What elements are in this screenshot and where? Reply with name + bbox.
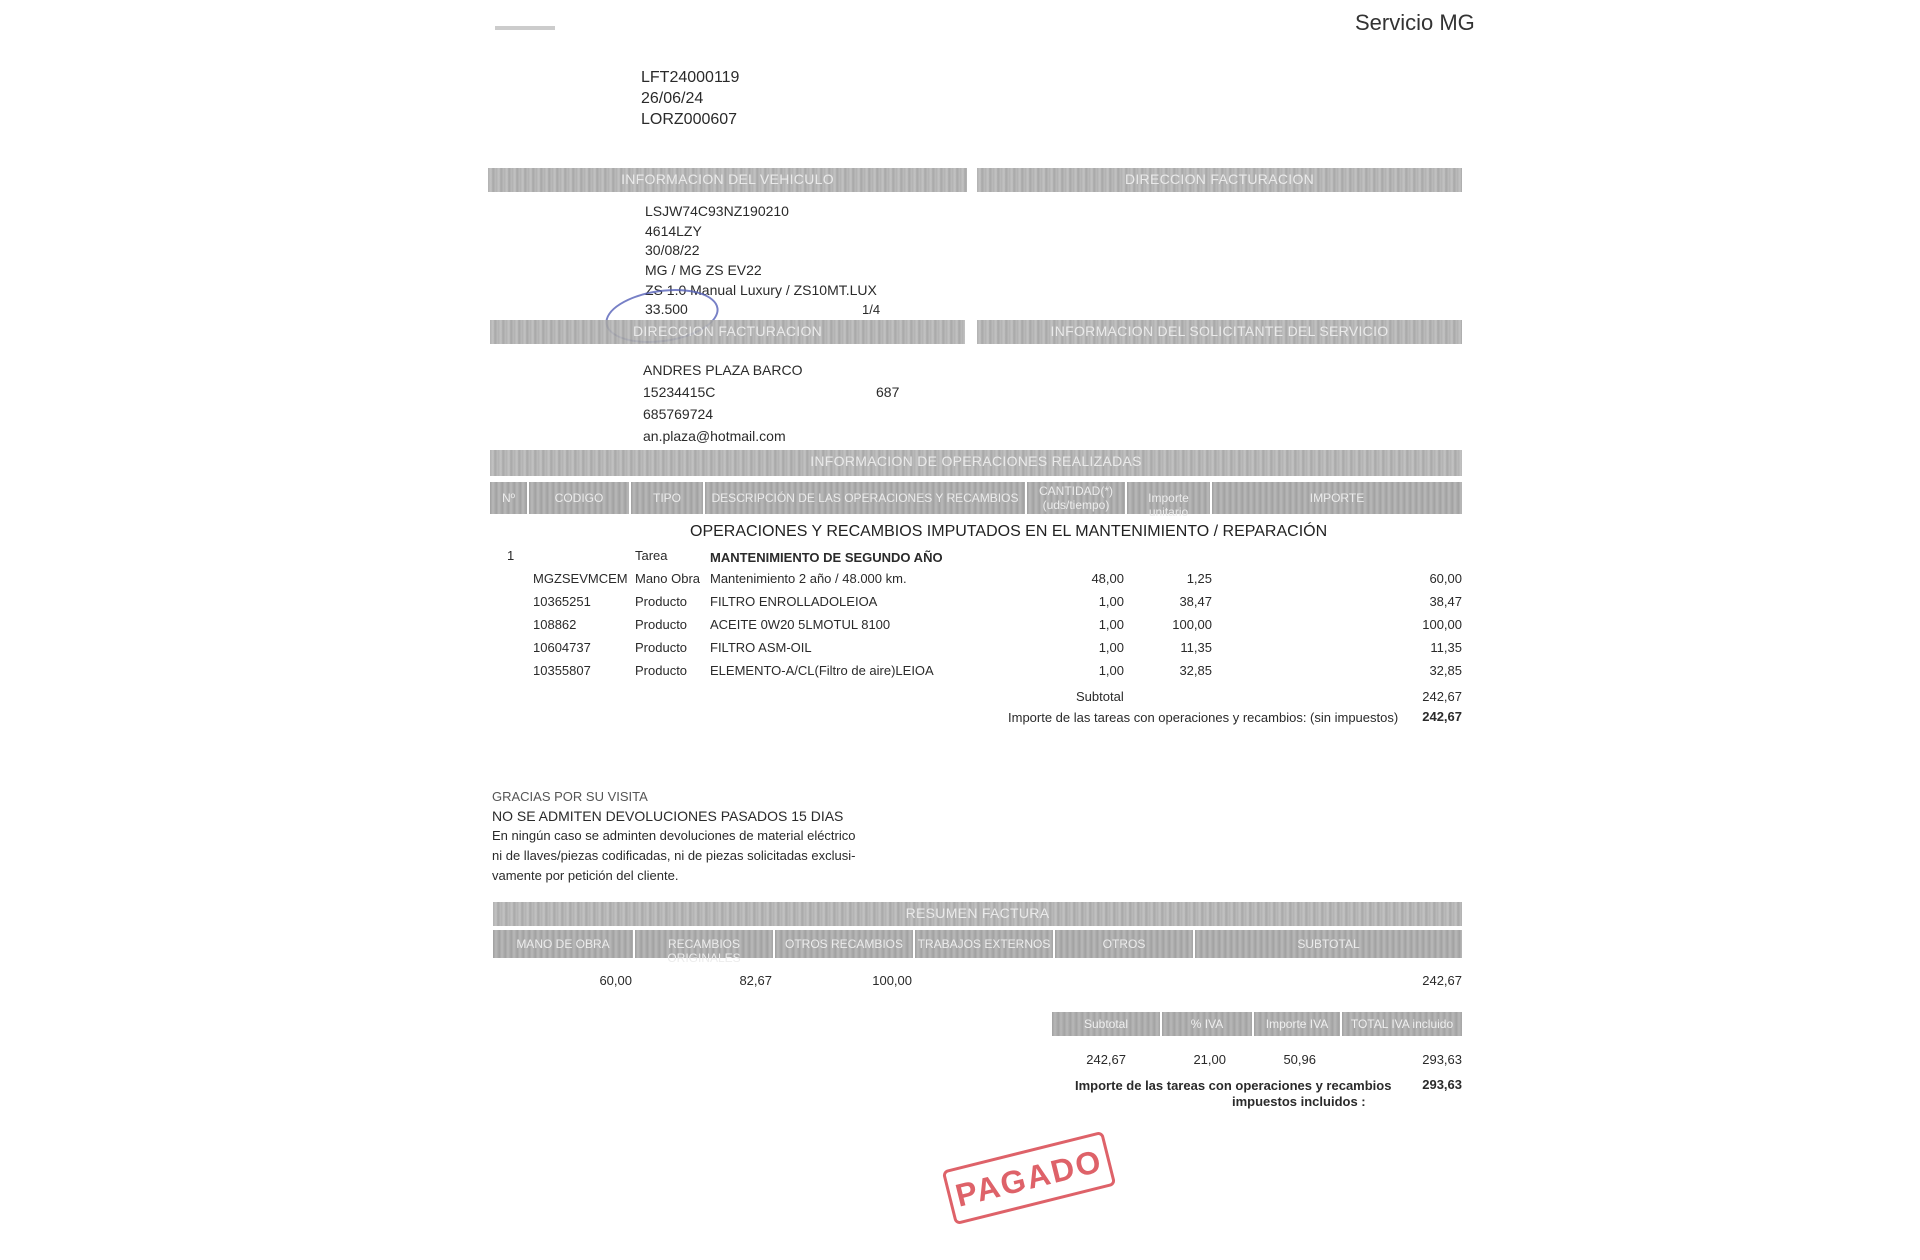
row-qty: 48,00 bbox=[1091, 571, 1124, 586]
col-header-amount: IMPORTE bbox=[1212, 482, 1464, 514]
scan-mark bbox=[495, 26, 555, 30]
band-operations-info-label: INFORMACION DE OPERACIONES REALIZADAS bbox=[810, 453, 1142, 469]
task-type: Tarea bbox=[635, 548, 668, 563]
summary-header-original-parts: RECAMBIOS ORIGINALES bbox=[635, 930, 775, 958]
row-code: 10365251 bbox=[533, 594, 591, 609]
band-billing-direction bbox=[490, 320, 965, 344]
row-amount: 38,47 bbox=[1429, 594, 1462, 609]
tax-header-subtotal: Subtotal bbox=[1052, 1012, 1162, 1036]
row-unit: 1,25 bbox=[1186, 571, 1212, 586]
summary-subtotal: 242,67 bbox=[1422, 973, 1462, 988]
invoice-date: 26/06/24 bbox=[641, 90, 704, 107]
row-code: 10355807 bbox=[533, 663, 591, 678]
row-desc: Mantenimiento 2 año / 48.000 km. bbox=[710, 571, 907, 586]
operations-section-title: OPERACIONES Y RECAMBIOS IMPUTADOS EN EL MANTENIMIENTO / REPARACIÓN bbox=[690, 523, 1328, 540]
band-billing-direction-label: DIRECCION FACTURACION bbox=[632, 323, 823, 339]
invoice-ref: LORZ000607 bbox=[641, 111, 738, 128]
customer-code: 687 bbox=[876, 384, 900, 400]
row-amount: 100,00 bbox=[1422, 617, 1462, 632]
row-desc: FILTRO ENROLLADOLEIOA bbox=[710, 594, 878, 609]
tax-iva-amount: 50,96 bbox=[1283, 1052, 1316, 1067]
vehicle-reg-date: 30/08/22 bbox=[645, 242, 700, 258]
task-num: 1 bbox=[507, 548, 515, 563]
tax-header-iva-amount: Importe IVA bbox=[1254, 1012, 1342, 1036]
vehicle-vin: LSJW74C93NZ190210 bbox=[645, 203, 789, 219]
tax-iva-pct: 21,00 bbox=[1193, 1052, 1226, 1067]
returns-note-line2: En ningún caso se adminten devoluciones de material eléctrico bbox=[492, 828, 856, 843]
row-code: 10604737 bbox=[533, 640, 591, 655]
summary-header-other-parts: OTROS RECAMBIOS bbox=[775, 930, 915, 958]
row-desc: FILTRO ASM-OIL bbox=[710, 640, 812, 655]
row-code: 108862 bbox=[533, 617, 577, 632]
col-header-unit: Importe unitario bbox=[1127, 482, 1212, 514]
returns-note: NO SE ADMITEN DEVOLUCIONES PASADOS 15 DIAS bbox=[492, 808, 844, 824]
subtotal-value: 242,67 bbox=[1422, 689, 1462, 704]
returns-note-line3: ni de llaves/piezas codificadas, ni de piezas solicitadas exclusi- bbox=[492, 848, 856, 863]
band-requester-info-label: INFORMACION DEL SOLICITANTE DEL SERVICIO bbox=[1050, 323, 1389, 339]
tax-header-total: TOTAL IVA incluido bbox=[1342, 1012, 1464, 1036]
col-header-desc: DESCRIPCIÓN DE LAS OPERACIONES Y RECAMBIOS bbox=[705, 482, 1027, 514]
row-qty: 1,00 bbox=[1098, 594, 1124, 609]
page-indicator: 1/4 bbox=[862, 302, 881, 317]
tax-total: 293,63 bbox=[1422, 1052, 1462, 1067]
row-type: Producto bbox=[635, 617, 688, 632]
vehicle-plate: 4614LZY bbox=[645, 223, 702, 239]
row-unit: 100,00 bbox=[1172, 617, 1212, 632]
row-qty: 1,00 bbox=[1098, 617, 1124, 632]
row-desc: ELEMENTO-A/CL(Filtro de aire)LEIOA bbox=[710, 663, 934, 678]
col-header-type: TIPO bbox=[631, 482, 705, 514]
band-requester-info bbox=[977, 320, 1462, 344]
row-unit: 32,85 bbox=[1179, 663, 1212, 678]
band-vehicle-info bbox=[488, 168, 967, 192]
band-invoice-summary-label: RESUMEN FACTURA bbox=[905, 905, 1050, 921]
summary-original-parts: 82,67 bbox=[739, 973, 772, 988]
invoice-number: LFT24000119 bbox=[641, 69, 740, 86]
summary-header-labor: MANO DE OBRA bbox=[493, 930, 635, 958]
customer-email: an.plaza@hotmail.com bbox=[643, 428, 786, 444]
final-total-label: Importe de las tareas con operaciones y recambios bbox=[1075, 1078, 1392, 1093]
tax-header-iva-pct: % IVA bbox=[1162, 1012, 1254, 1036]
col-header-code: CODIGO bbox=[529, 482, 631, 514]
brand-title: Servicio MG bbox=[1355, 10, 1475, 35]
row-qty: 1,00 bbox=[1098, 640, 1124, 655]
band-vehicle-info-label: INFORMACION DEL VEHICULO bbox=[621, 171, 834, 187]
row-amount: 32,85 bbox=[1429, 663, 1462, 678]
vehicle-km: 33.500 bbox=[645, 301, 688, 317]
customer-name: ANDRES PLAZA BARCO bbox=[643, 362, 803, 378]
col-header-qty: CANTIDAD(*) (uds/tiempo) bbox=[1027, 482, 1127, 514]
band-billing-address bbox=[977, 168, 1462, 192]
tax-subtotal: 242,67 bbox=[1086, 1052, 1126, 1067]
customer-phone: 685769724 bbox=[643, 406, 714, 422]
row-unit: 38,47 bbox=[1179, 594, 1212, 609]
band-invoice-summary bbox=[493, 902, 1462, 926]
row-code: MGZSEVMCEM bbox=[533, 571, 628, 586]
row-type: Producto bbox=[635, 594, 688, 609]
returns-note-line4: vamente por petición del cliente. bbox=[492, 868, 679, 883]
summary-header-subtotal: SUBTOTAL bbox=[1195, 930, 1464, 958]
paid-stamp: PAGADO bbox=[942, 1131, 1117, 1225]
customer-nif: 15234415C bbox=[643, 384, 716, 400]
thanks-note: GRACIAS POR SU VISITA bbox=[492, 789, 648, 804]
final-total-value: 293,63 bbox=[1422, 1077, 1462, 1092]
row-type: Producto bbox=[635, 640, 688, 655]
row-type: Producto bbox=[635, 663, 688, 678]
summary-header-other: OTROS bbox=[1055, 930, 1195, 958]
band-billing-address-label: DIRECCION FACTURACION bbox=[1124, 171, 1315, 187]
col-header-num: Nº bbox=[490, 482, 529, 514]
summary-header-external: TRABAJOS EXTERNOS bbox=[915, 930, 1055, 958]
total-tasks-value: 242,67 bbox=[1422, 709, 1462, 724]
row-desc: ACEITE 0W20 5LMOTUL 8100 bbox=[710, 617, 891, 632]
vehicle-make-model: MG / MG ZS EV22 bbox=[645, 262, 762, 278]
summary-other-parts: 100,00 bbox=[872, 973, 912, 988]
band-operations-info bbox=[490, 450, 1462, 476]
final-total-label-2: impuestos incluidos : bbox=[1232, 1094, 1366, 1109]
subtotal-label: Subtotal bbox=[1076, 689, 1124, 704]
row-amount: 60,00 bbox=[1429, 571, 1462, 586]
row-type: Mano Obra bbox=[635, 571, 701, 586]
row-amount: 11,35 bbox=[1430, 640, 1462, 655]
summary-labor: 60,00 bbox=[599, 973, 632, 988]
row-unit: 11,35 bbox=[1180, 640, 1212, 655]
total-tasks-label: Importe de las tareas con operaciones y recambios: (sin impuestos) bbox=[1008, 710, 1399, 725]
row-qty: 1,00 bbox=[1098, 663, 1124, 678]
vehicle-version: ZS 1.0 Manual Luxury / ZS10MT.LUX bbox=[645, 282, 877, 298]
task-desc: MANTENIMIENTO DE SEGUNDO AÑO bbox=[710, 550, 943, 565]
